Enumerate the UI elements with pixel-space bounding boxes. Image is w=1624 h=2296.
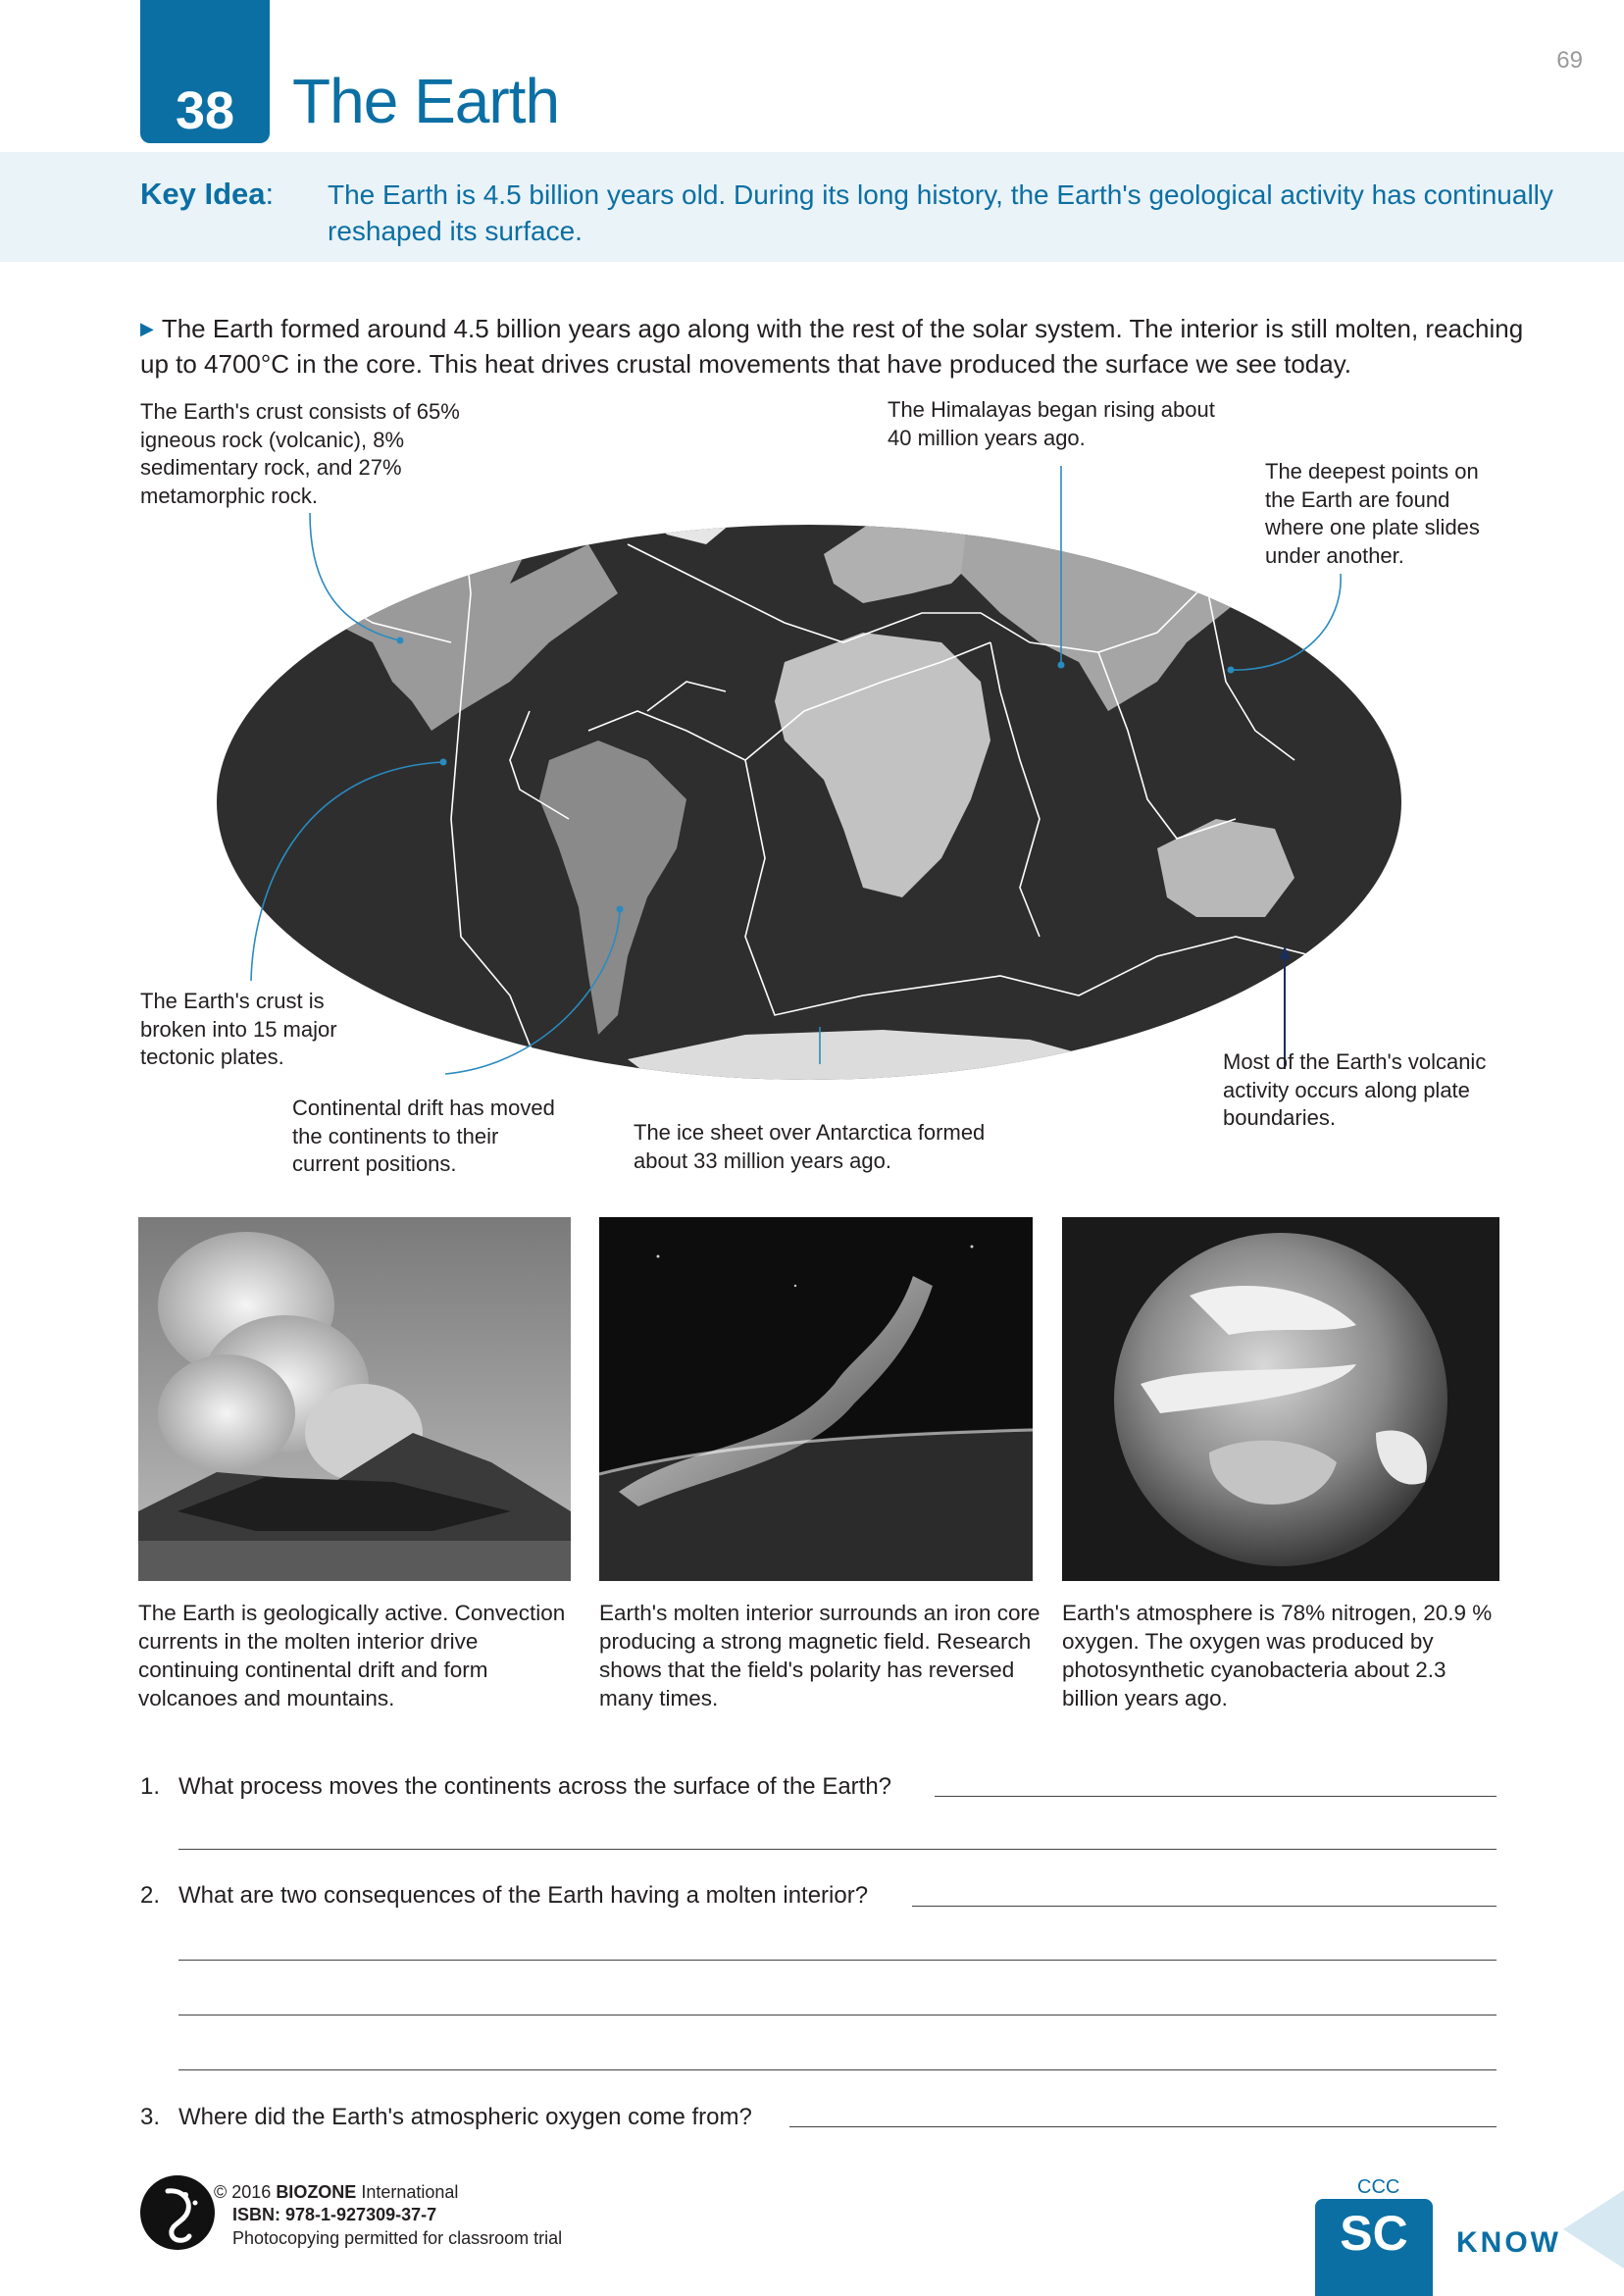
callout-antarctica: The ice sheet over Antarctica formed about 33 million years ago. (634, 1120, 986, 1173)
callout-himalayas: The Himalayas began rising about 40 million years ago. (888, 397, 1215, 450)
sc-badge: SC (1315, 2199, 1433, 2296)
key-idea-text: The Earth is 4.5 billion years old. During its long history, the Earth's geological activity has continually reshaped its surface. (328, 179, 1553, 246)
answer-line-3a[interactable] (789, 2126, 1497, 2127)
ccc-label: CCC (1357, 2176, 1400, 2198)
callout-continental-drift: Continental drift has moved the continents to their current positions. (292, 1096, 555, 1176)
footer-isbn: ISBN: 978-1-927309-37-7 (232, 2205, 437, 2224)
callout-crust-composition: The Earth's crust consists of 65% igneous rock (volcanic), 8% sedimentary rock, and 27% metamorphic rock. (140, 399, 460, 508)
page-number: 69 (1556, 47, 1583, 74)
callout-tectonic-plates: The Earth's crust is broken into 15 major tectonic plates. (140, 989, 337, 1069)
footer-copyright: © 2016 BIOZONE International (214, 2182, 459, 2202)
photo-earth-from-space (1062, 1217, 1499, 1581)
answer-line-2d[interactable] (178, 2069, 1497, 2070)
caption-atmosphere: Earth's atmosphere is 78% nitrogen, 20.9 % oxygen. The oxygen was produced by photosynthetic cyanobacteria about 2.3 billion years ago. (1062, 1601, 1493, 1710)
answer-line-2a[interactable] (912, 1906, 1497, 1907)
know-label: KNOW (1456, 2226, 1561, 2259)
question-2: 2. What are two consequences of the Earth having a molten interior? (140, 1882, 869, 1909)
question-3: 3. Where did the Earth's atmospheric oxygen come from? (140, 2104, 752, 2130)
photo-aurora (599, 1217, 1033, 1581)
page-corner-arrow-icon (1563, 2190, 1624, 2269)
caption-magnetic-field: Earth's molten interior surrounds an iron core producing a strong magnetic field. Research shows that the field's polarity has reversed many times. (599, 1601, 1040, 1710)
page-title: The Earth (292, 66, 560, 136)
answer-line-2b[interactable] (178, 1960, 1497, 1961)
bullet-triangle-icon: ▶ (140, 319, 154, 338)
callout-deepest-points: The deepest points on the Earth are found where one plate slides under another. (1265, 459, 1480, 568)
answer-line-1b[interactable] (178, 1849, 1497, 1850)
footer-permission: Photocopying permitted for classroom trial (232, 2228, 563, 2248)
biozone-logo-icon (138, 2173, 217, 2252)
answer-line-1a[interactable] (935, 1796, 1497, 1797)
key-idea-label: Key Idea: (140, 177, 275, 211)
chapter-number-tab: 38 (140, 0, 270, 143)
photo-volcano (138, 1217, 571, 1581)
callout-volcanic-activity: Most of the Earth's volcanic activity occurs along plate boundaries. (1223, 1049, 1487, 1130)
question-1: 1. What process moves the continents across the surface of the Earth? (140, 1773, 892, 1800)
caption-geologically-active: The Earth is geologically active. Convection currents in the molten interior drive continuing continental drift and form volcanoes and mountains. (138, 1601, 566, 1710)
intro-paragraph: ▶ The Earth formed around 4.5 billion years ago along with the rest of the solar system. The interior is still molten, reaching up to 4700°C in the core. This heat drives crustal movements that have produced the surface we see today. (140, 314, 1524, 379)
